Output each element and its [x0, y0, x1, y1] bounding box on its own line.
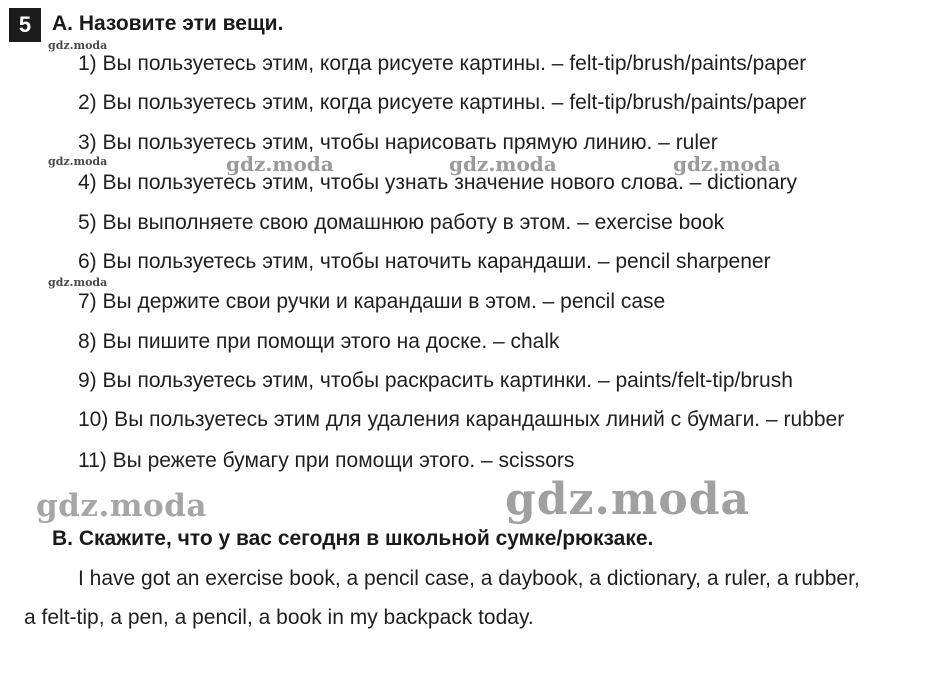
list-item: 7) Вы держите свои ручки и карандаши в этом. – pencil case — [78, 290, 666, 313]
list-item: 9) Вы пользуетесь этим, чтобы раскрасить картинки. – paints/felt-tip/brush — [78, 369, 793, 392]
list-item: 3) Вы пользуетесь этим, чтобы нарисовать прямую линию. – ruler — [78, 131, 718, 154]
list-item: 5) Вы выполняете свою домашнюю работу в этом. – exercise book — [78, 211, 725, 234]
list-item: 11) Вы режете бумагу при помощи этого. – scissors — [78, 449, 575, 472]
watermark: gdz.moda — [226, 152, 334, 176]
exercise-number-badge: 5 — [9, 8, 41, 42]
watermark: gdz.moda — [449, 152, 557, 176]
watermark: gdz.moda — [673, 152, 781, 176]
list-item: 2) Вы пользуетесь этим, когда рисуете картины. – felt-tip/brush/paints/paper — [78, 91, 807, 114]
list-item: 10) Вы пользуетесь этим для удаления карандашных линий с бумаги. – rubber — [78, 408, 845, 431]
list-item: 1) Вы пользуетесь этим, когда рисуете картины. – felt-tip/brush/paints/paper — [78, 52, 807, 75]
list-item: 6) Вы пользуетесь этим, чтобы наточить карандаши. – pencil sharpener — [78, 250, 771, 273]
watermark: gdz.moda — [36, 488, 207, 524]
list-item: 8) Вы пишите при помощи этого на доске. – chalk — [78, 330, 560, 353]
watermark: gdz.moda — [48, 276, 108, 289]
watermark: gdz.moda — [48, 39, 108, 52]
part-b-heading: B. Скажите, что у вас сегодня в школьной сумке/рюкзаке. — [52, 527, 654, 550]
answer-text-line-1: I have got an exercise book, a pencil case, a daybook, a dictionary, a ruler, a rubber, — [78, 567, 860, 590]
watermark: gdz.moda — [505, 474, 751, 525]
watermark: gdz.moda — [48, 155, 108, 168]
list-item: 4) Вы пользуетесь этим, чтобы узнать значение нового слова. – dictionary — [78, 171, 798, 194]
part-a-heading: A. Назовите эти вещи. — [52, 12, 284, 35]
answer-text-line-2: a felt-tip, a pen, a pencil, a book in my backpack today. — [24, 606, 534, 629]
